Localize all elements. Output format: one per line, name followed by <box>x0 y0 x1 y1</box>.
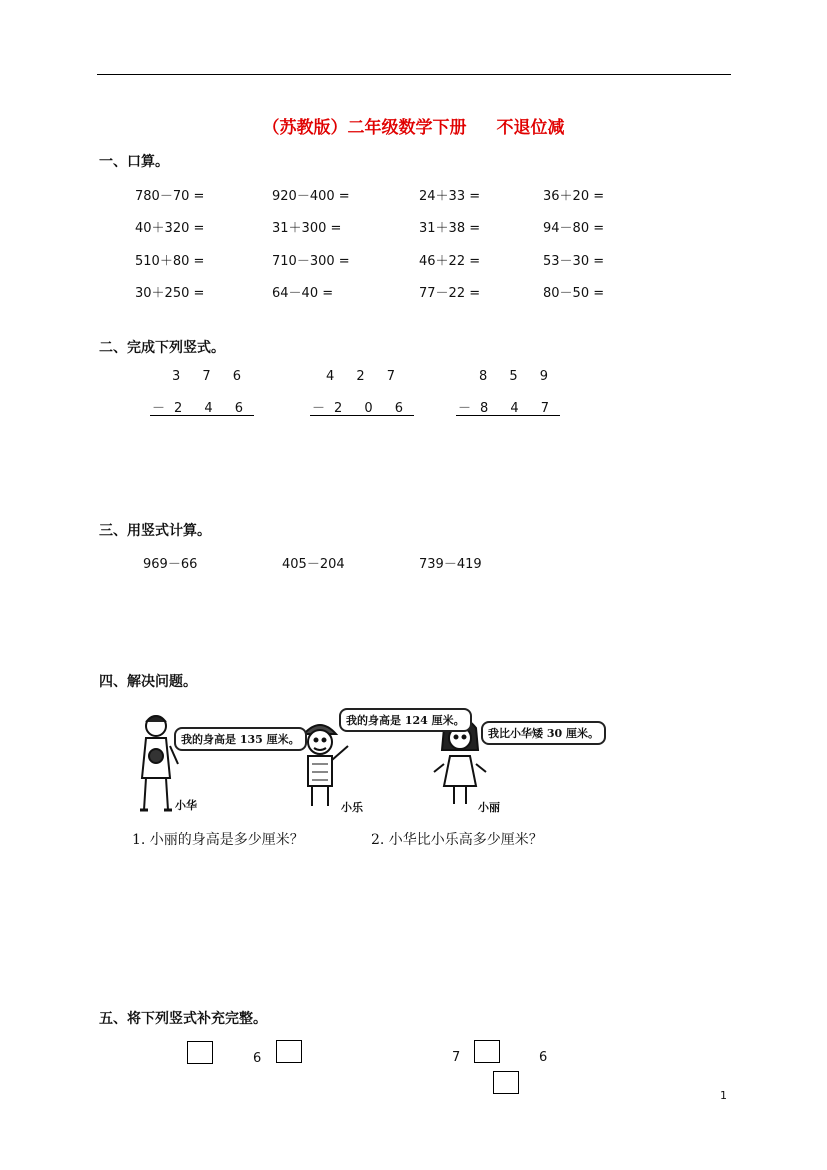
blank-box[interactable] <box>276 1040 302 1063</box>
vertical-bottom-number: －2 0 6 <box>312 401 413 416</box>
blank-box[interactable] <box>493 1071 519 1094</box>
name-label-xiaoli: 小丽 <box>478 801 500 814</box>
name-label-xiaohua: 小华 <box>175 799 197 812</box>
question-1: 1. 小丽的身高是多少厘米？ <box>132 832 304 848</box>
oral-calc-item: 24＋33 = <box>419 189 481 204</box>
given-digit: 6 <box>253 1051 262 1066</box>
vertical-top-number: 3 7 6 <box>172 369 251 384</box>
oral-calc-item: 94－80 = <box>543 221 605 236</box>
oral-calc-item: 77－22 = <box>419 286 481 301</box>
column-calc-item: 739－419 <box>419 557 482 572</box>
oral-calc-item: 510＋80 = <box>135 254 205 269</box>
section-2-heading: 二、完成下列竖式。 <box>99 340 225 356</box>
oral-calc-item: 40＋320 = <box>135 221 205 236</box>
section-4-heading: 四、解决问题。 <box>99 674 197 690</box>
title-part-2: 不退位减 <box>496 118 565 138</box>
oral-calc-item: 780－70 = <box>135 189 205 204</box>
given-digit: 7 <box>452 1050 461 1065</box>
given-digit: 6 <box>539 1050 548 1065</box>
speech-bubble-xiaohua: 我的身高是 135 厘米。 <box>174 727 307 751</box>
blank-box[interactable] <box>187 1041 213 1064</box>
column-calc-item: 405－204 <box>282 557 345 572</box>
oral-calc-item: 64－40 = <box>272 286 334 301</box>
section-3-heading: 三、用竖式计算。 <box>99 523 211 539</box>
boy-xiaohua-figure <box>140 716 178 810</box>
section-1-heading: 一、口算。 <box>99 154 169 170</box>
oral-calc-item: 31＋300 = <box>272 221 342 236</box>
oral-calc-item: 710－300 = <box>272 254 350 269</box>
oral-calc-item: 31＋38 = <box>419 221 481 236</box>
blank-box[interactable] <box>474 1040 500 1063</box>
oral-calc-item: 53－30 = <box>543 254 605 269</box>
boy-xiaole-figure <box>304 725 348 806</box>
vertical-top-number: 8 5 9 <box>479 369 558 384</box>
vertical-top-number: 4 2 7 <box>326 369 405 384</box>
page-number: 1 <box>720 1089 727 1102</box>
oral-calc-item: 46＋22 = <box>419 254 481 269</box>
page-title <box>0 113 827 138</box>
header-rule <box>97 74 731 75</box>
oral-calc-item: 30＋250 = <box>135 286 205 301</box>
vertical-bottom-number: －8 4 7 <box>458 401 559 416</box>
oral-calc-item: 36＋20 = <box>543 189 605 204</box>
section-5-heading: 五、将下列竖式补充完整。 <box>99 1011 267 1027</box>
speech-bubble-xiaole: 我的身高是 124 厘米。 <box>339 708 472 732</box>
speech-bubble-xiaoli: 我比小华矮 30 厘米。 <box>481 721 606 745</box>
question-2: 2. 小华比小乐高多少厘米？ <box>371 832 543 848</box>
oral-calc-item: 80－50 = <box>543 286 605 301</box>
oral-calc-item: 920－400 = <box>272 189 350 204</box>
title-part-1: （苏教版）二年级数学下册 <box>262 118 467 138</box>
column-calc-item: 969－66 <box>143 557 198 572</box>
name-label-xiaole: 小乐 <box>341 801 363 814</box>
vertical-bottom-number: －2 4 6 <box>152 401 253 416</box>
